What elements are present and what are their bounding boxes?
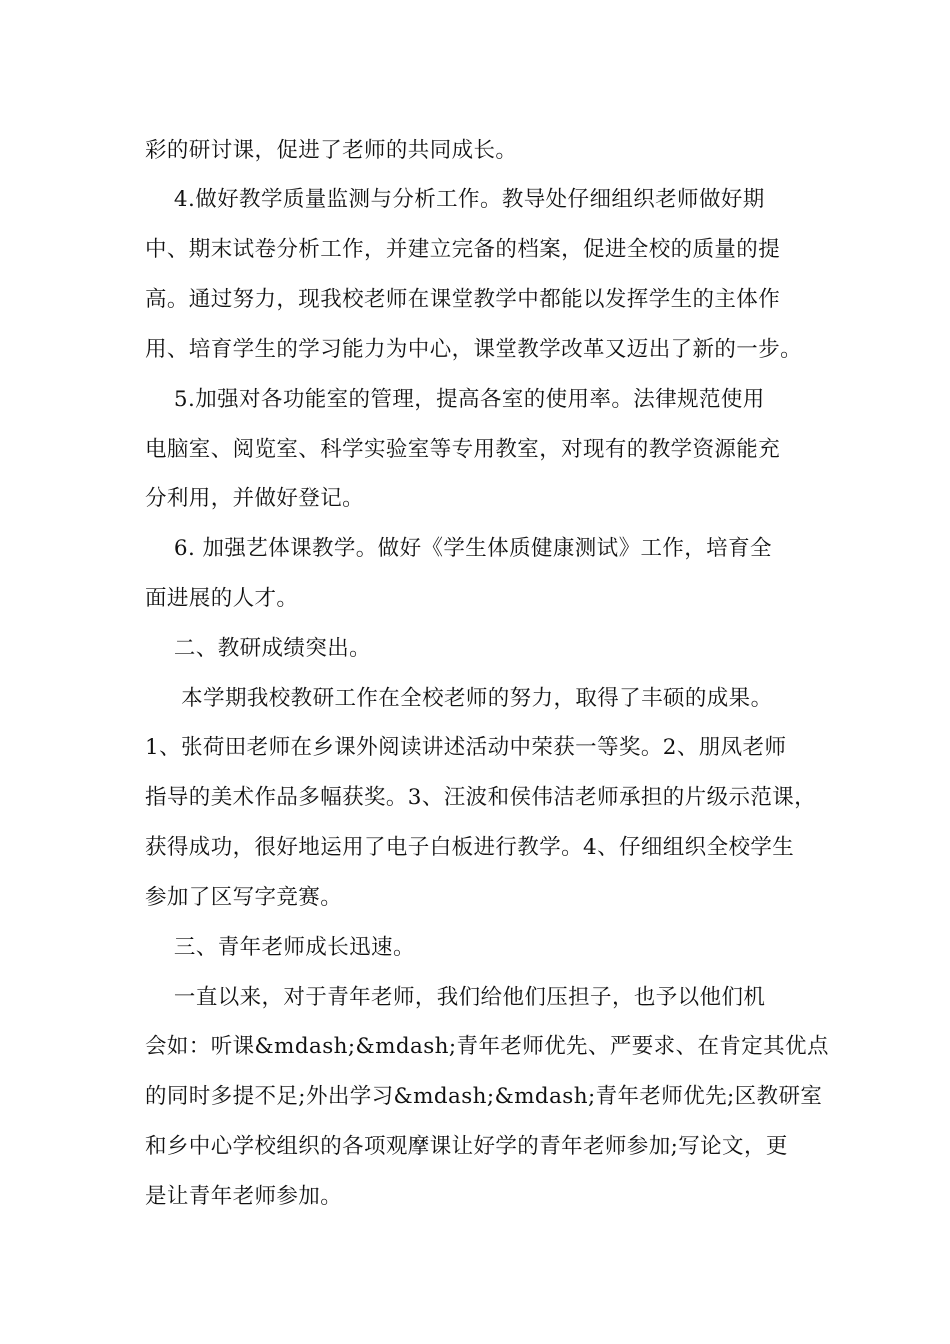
text-line: 电脑室、阅览室、科学实验室等专用教室，对现有的教学资源能充: [145, 437, 781, 462]
text-line: 会如：听课&mdash;&mdash;青年老师优先、严要求、在肯定其优点: [145, 1034, 829, 1059]
text-line: 参加了区写字竞赛。: [145, 885, 343, 910]
text-line: 指导的美术作品多幅获奖。3、汪波和侯伟洁老师承担的片级示范课，: [145, 785, 817, 810]
text-line: 高。通过努力，现我校老师在课堂教学中都能以发挥学生的主体作: [145, 287, 781, 312]
text-line: 是让青年老师参加。: [145, 1184, 343, 1209]
text-line: 5.加强对各功能室的管理，提高各室的使用率。法律规范使用: [145, 387, 765, 412]
section-heading: 三、青年老师成长迅速。: [145, 935, 415, 960]
text-line: 本学期我校教研工作在全校老师的努力，取得了丰硕的成果。: [145, 686, 773, 711]
text-line: 1、张荷田老师在乡课外阅读讲述活动中荣获一等奖。2、朋凤老师: [145, 735, 787, 760]
text-line: 一直以来，对于青年老师，我们给他们压担子，也予以他们机: [145, 985, 766, 1010]
text-line: 和乡中心学校组织的各项观摩课让好学的青年老师参加;写论文，更: [145, 1134, 788, 1159]
text-line: 的同时多提不足;外出学习&mdash;&mdash;青年老师优先;区教研室: [145, 1084, 823, 1109]
text-line: 面进展的人才。: [145, 586, 299, 611]
text-line: 分利用，并做好登记。: [145, 486, 365, 511]
text-line: 获得成功，很好地运用了电子白板进行教学。4、仔细组织全校学生: [145, 835, 795, 860]
text-line: 中、期末试卷分析工作，并建立完备的档案，促进全校的质量的提: [145, 237, 781, 262]
text-line: 4.做好教学质量监测与分析工作。教导处仔细组织老师做好期: [145, 187, 765, 212]
text-line: 用、培育学生的学习能力为中心，课堂教学改革又迈出了新的一步。: [145, 337, 803, 362]
text-line: 彩的研讨课，促进了老师的共同成长。: [145, 138, 518, 163]
section-heading: 二、教研成绩突出。: [145, 636, 372, 661]
text-line: 6. 加强艺体课教学。做好《学生体质健康测试》工作，培育全: [145, 536, 772, 561]
